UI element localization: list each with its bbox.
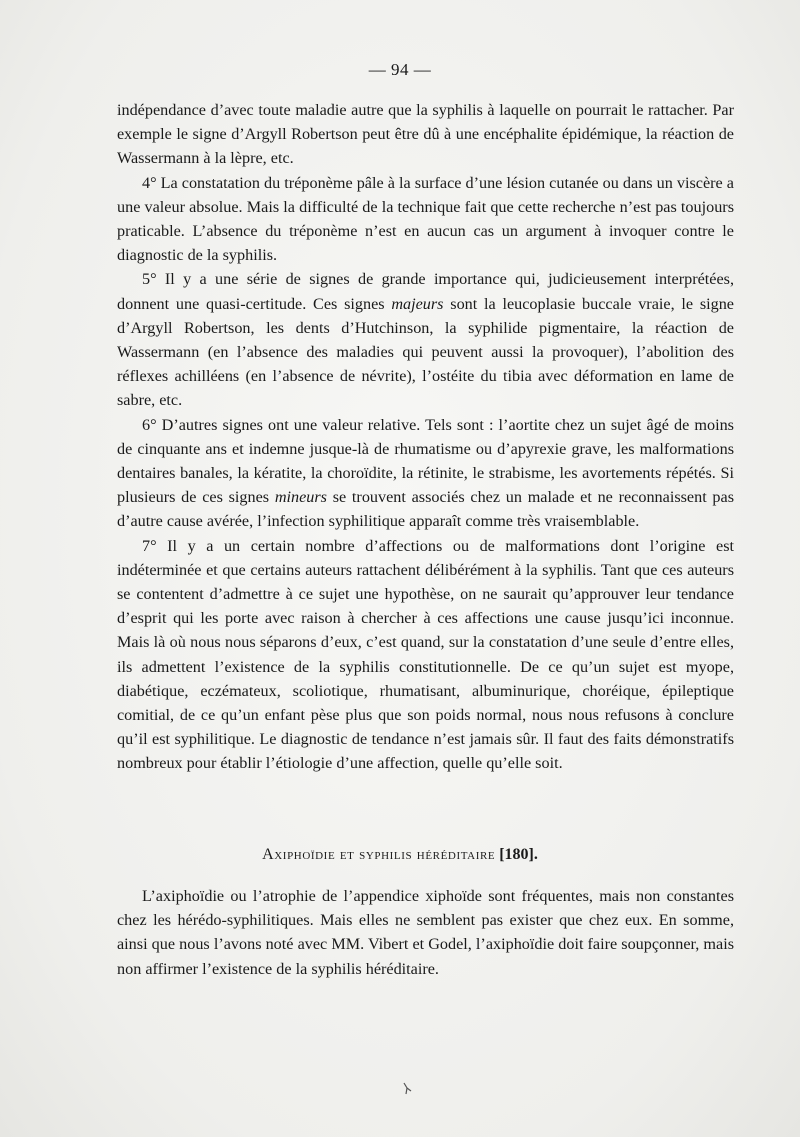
- text-run: se trouvent associés chez un malade et ne reconnaissent pas d’autre cause avérée, l’infection syphilitique apparaît comme très vraisemblable.: [117, 488, 735, 531]
- section-heading: [0, 846, 800, 864]
- text-run: indépendance d’avec toute maladie autre que la syphilis à laquelle on pourrait le rattacher. Par exemple le signe d’Argyll Robertson peut être dû à une encéphalite épidémique, la réaction de Wassermann à la lèpre, etc.: [117, 101, 734, 168]
- body-text: [117, 98, 734, 776]
- section-paragraph: [117, 884, 734, 981]
- emphasis-text: mineurs: [274, 488, 327, 507]
- paragraph-point-5: [117, 267, 734, 412]
- ink-speck-mark: [402, 1082, 412, 1096]
- section-heading-text: Axiphoïdie et syphilis héréditaire: [262, 846, 496, 863]
- emphasis-text: majeurs: [391, 294, 444, 313]
- text-run: 7° Il y a un certain nombre d’affections ou de malformations dont l’origine est indéterminée et que certains auteurs rattachent délibérément à la syphilis. Tant que ces auteurs se contentent d’admettre à ce sujet une hypothèse, on ne saurait qu’approuver leur tendance d’esprit qui les porte avec raison à chercher à ces affections une cause jusqu’ici inconnue. Mais là où nous nous séparons d’eux, c’est quand, sur la constatation d’une seule d’entre elles, ils admettent l’existence de la syphilis constitutionnelle. De ce qu’un sujet est myope, diabétique, eczémateux, scoliotique, rhumatisant, albuminurique, choréique, épileptique comitial, de ce qu’un enfant pèse plus que son poids normal, nous nous refusons à conclure qu’il est syphilitique. Le diagnostic de tendance n’est jamais sûr. Il faut des faits démonstratifs nombreux pour établir l’étiologie d’une affection, quelle qu’elle soit.: [117, 536, 734, 773]
- paragraph-point-7: [117, 534, 734, 776]
- section-body: [117, 884, 734, 981]
- text-run: 4° La constatation du tréponème pâle à la surface d’une lésion cutanée ou dans un viscère a une valeur absolue. Mais la difficulté de la technique fait que cette recherche n’est pas toujours praticable. L’absence du tréponème n’est en aucun cas un argument à invoquer contre le diagnostic de la syphilis.: [117, 173, 734, 265]
- text-run: sont la leucoplasie buccale vraie, le signe d’Argyll Robertson, les dents d’Hutchinson, la syphilide pigmentaire, la réaction de Wassermann (en l’absence des maladies qui peuvent aussi la provoquer), l’abolition des réflexes achilléens (en l’absence de névrite), l’ostéite du tibia avec déformation en lame de sabre, etc.: [117, 294, 734, 410]
- text-run: 6° D’autres signes ont une valeur relative. Tels sont : l’aortite chez un sujet âgé de moins de cinquante ans et indemne jusque-là de rhumatisme ou d’apyrexie grave, les malformations dentaires banales, la kératite, la choroïdite, la rétinite, le strabisme, les avortements répétés. Si plusieurs de ces signes: [117, 415, 734, 507]
- page-number: — 94 —: [368, 60, 432, 79]
- paragraph: [117, 98, 734, 171]
- section-reference: [180].: [499, 846, 538, 863]
- text-run: L’axiphoïdie ou l’atrophie de l’appendice xiphoïde sont fréquentes, mais non constantes chez les hérédo-syphilitiques. Mais elles ne semblent pas exister que chez eux. En somme, ainsi que nous l’avons noté avec MM. Vibert et Godel, l’axiphoïdie doit faire soupçonner, mais non affirmer l’existence de la syphilis héréditaire.: [117, 887, 734, 978]
- paragraph-point-6: [117, 413, 734, 534]
- text-run: 5° Il y a une série de signes de grande importance qui, judicieusement interprétées, donnent une quasi-certitude. Ces signes: [117, 270, 734, 313]
- paragraph-point-4: [117, 171, 734, 268]
